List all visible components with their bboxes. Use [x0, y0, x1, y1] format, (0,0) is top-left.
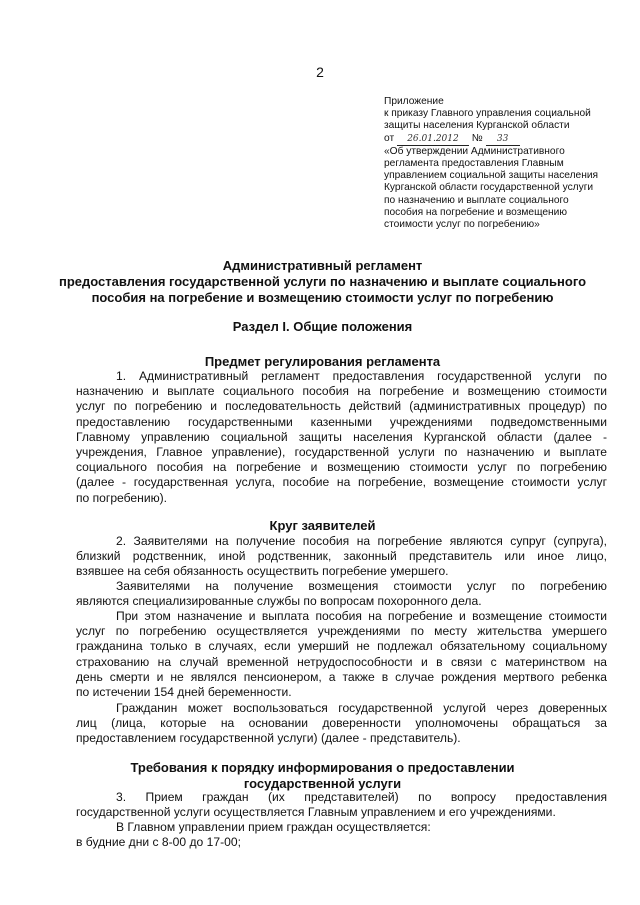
text-line: При этом назначение и выплата пособия на погребение и возмещение стоимости [116, 609, 607, 623]
heading-line: государственной услуги [243, 776, 402, 791]
text-line: являются специализированные службы по вопросам похоронного дела. [76, 594, 482, 609]
subject-heading: Предмет регулирования регламента [204, 354, 441, 369]
paragraph-3 [76, 579, 607, 609]
appendix-line: Приложение [384, 96, 444, 107]
text-line: 2. Заявителями на получение пособия на погребение являются супруг (супруга), [116, 534, 607, 548]
text-line: предоставлением государственной услуги) (далее - представитель). [76, 731, 461, 746]
text-line: страхованию на случай временной нетрудоспособности и в связи с материнством на [76, 654, 607, 669]
document-title: Административный регламент [222, 258, 423, 273]
text-line: лиц (лица, которые на основании доверенности уполномочены обращаться за [76, 716, 607, 731]
appendix-line: к приказу Главного управления социальной [384, 108, 591, 120]
document-subtitle [40, 274, 605, 305]
handwritten-date: 26.01.2012 [397, 133, 469, 146]
paragraph-1 [76, 369, 607, 506]
text-line: 3. Прием граждан (их представителей) по вопросу предоставления [116, 790, 607, 804]
text-line: услуг по погребению и последовательность действий (административных процедур) по [76, 399, 607, 414]
text-line: по погребению). [76, 490, 168, 505]
paragraph-4 [76, 609, 607, 700]
text-line: Заявителями на получение возмещения стоимости услуг по погребению [116, 579, 607, 593]
appendix-title-line: стоимости услуг по погребению» [384, 219, 540, 231]
text-line: Главному управлению социальной защиты населения Курганской области (далее - [76, 429, 607, 444]
handwritten-number: 33 [486, 133, 520, 146]
requirements-heading [40, 760, 605, 792]
heading-line: Требования к порядку информирования о предоставлении [130, 760, 515, 775]
text-line: по истечении 154 дней беременности. [76, 685, 292, 700]
appendix-date-line [384, 133, 624, 146]
text-line: услуг по погребению осуществляется учреждениями по месту жительства умершего [76, 624, 607, 639]
text-line: (далее - государственная услуга, пособие на погребение, возмещение стоимости услуг [76, 475, 607, 490]
text-line: 1. Административный регламент предоставления государственной услуги по [116, 369, 607, 383]
text-line: день смерти и не являлся пенсионером, а также в случае рождения мертвого ребенка [76, 669, 607, 684]
page-number: 2 [316, 64, 324, 80]
applicants-heading: Круг заявителей [269, 518, 376, 533]
text-line: предоставлению государственными казенными учреждениями подведомственными [76, 414, 607, 429]
appendix-title-line: по назначению и выплате социального [384, 194, 569, 206]
text-line: социального пособия на погребение и возмещению стоимости услуг по погребению [76, 460, 607, 475]
text-line: государственной услуги осуществляется Главным управлением и его учреждениями. [76, 805, 556, 820]
date-prefix: от [384, 132, 395, 144]
section-heading: Раздел I. Общие положения [232, 319, 413, 334]
appendix-line: защиты населения Курганской области [384, 120, 570, 132]
subtitle-line: пособия на погребение и возмещению стоимости услуг по погребению [91, 289, 554, 305]
text-line: В Главном управлении прием граждан осуществляется: [116, 820, 431, 834]
paragraph-7 [76, 820, 607, 850]
appendix-title-line: пособия на погребение и возмещению [384, 206, 567, 218]
appendix-block [384, 96, 624, 231]
text-line: Гражданин может воспользоваться государственной услугой через доверенных [116, 701, 607, 715]
appendix-title-line: Курганской области государственной услуги [384, 182, 594, 194]
appendix-title-line: управлением социальной защиты населения [384, 170, 599, 182]
number-prefix: № [471, 132, 483, 144]
subtitle-line: предоставления государственной услуги по назначению и выплате социального [58, 274, 587, 289]
appendix-title-line: регламента предоставления Главным [384, 158, 564, 170]
text-line: учреждения, Главное управление), государственной услуги по назначению и выплате [76, 445, 607, 460]
appendix-title-line: «Об утверждении Административного [384, 145, 565, 157]
paragraph-5 [76, 701, 607, 747]
paragraph-2 [76, 534, 607, 580]
text-line: взявшее на себя обязанность осуществить погребение умершего. [76, 564, 449, 579]
paragraph-6 [76, 790, 607, 820]
text-line: гражданина только в случаях, если умерший не подлежал обязательному социальному [76, 639, 607, 654]
text-line: в будние дни с 8-00 до 17-00; [76, 835, 241, 850]
text-line: назначению и выплате социального пособия на погребение и возмещению стоимости [76, 384, 607, 399]
text-line: близкий родственник, иной родственник, законный представитель или иное лицо, [76, 549, 607, 564]
